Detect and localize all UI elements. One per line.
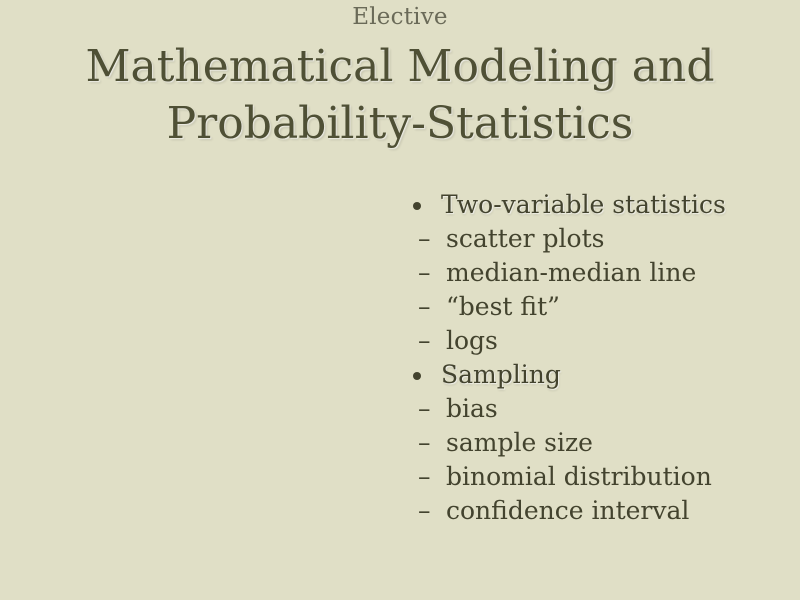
subitem-label: bias <box>446 394 498 423</box>
bullet-dot-icon <box>413 202 421 210</box>
bullet-group-two-variable <box>406 188 726 358</box>
subitem-label: binomial distribution <box>446 462 712 491</box>
bullet-list <box>406 188 726 528</box>
title-line-1: Mathematical Modeling and <box>85 41 715 92</box>
subitem-label: logs <box>446 326 498 355</box>
subitem <box>406 290 726 324</box>
bullet-dot-icon <box>413 372 421 380</box>
dash-icon: – <box>418 496 431 525</box>
subitem-list <box>406 392 726 528</box>
bullet-label: Two-variable statistics <box>441 190 726 219</box>
dash-icon: – <box>418 258 431 287</box>
slide-title <box>0 38 800 152</box>
dash-icon: – <box>418 428 431 457</box>
subitem <box>406 392 726 426</box>
subitem-label: “best fit” <box>446 292 560 321</box>
dash-icon: – <box>418 224 431 253</box>
subitem <box>406 222 726 256</box>
subitem-list <box>406 222 726 358</box>
subitem <box>406 324 726 358</box>
bullet-group-sampling <box>406 358 726 528</box>
subitem-label: confidence interval <box>446 496 690 525</box>
subitem <box>406 256 726 290</box>
subitem <box>406 494 726 528</box>
subitem <box>406 460 726 494</box>
dash-icon: – <box>418 394 431 423</box>
subitem-label: median-median line <box>446 258 697 287</box>
dash-icon: – <box>418 292 431 321</box>
dash-icon: – <box>418 326 431 355</box>
subitem-label: sample size <box>446 428 593 457</box>
bullet-item <box>406 358 726 392</box>
subitem-label: scatter plots <box>446 224 605 253</box>
bullet-label: Sampling <box>441 360 561 389</box>
dash-icon: – <box>418 462 431 491</box>
bullet-item <box>406 188 726 222</box>
slide-supertitle: Elective <box>352 4 448 30</box>
subitem <box>406 426 726 460</box>
title-line-2: Probability-Statistics <box>166 98 634 149</box>
